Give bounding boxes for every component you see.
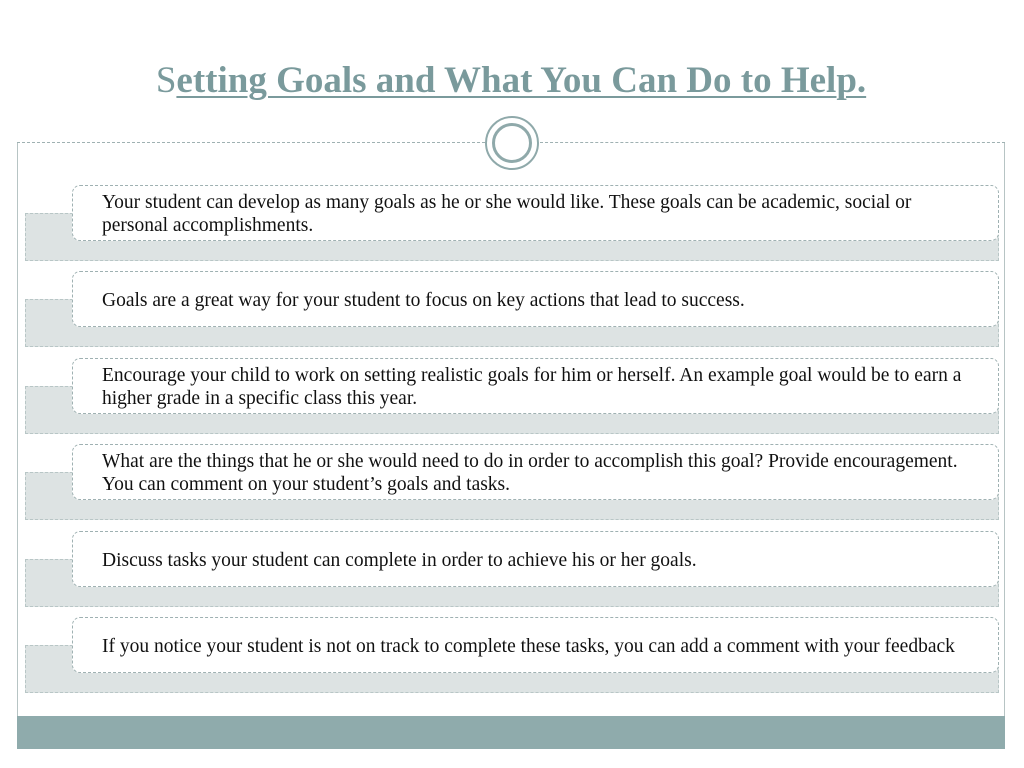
list-item-box [72, 531, 999, 587]
list-item-text: Goals are a great way for your student to focus on key actions that lead to success. [102, 289, 745, 311]
list-item-box [72, 617, 999, 673]
title-text: etting Goals and What You Can Do to Help. [176, 60, 867, 101]
title-first-letter: S [155, 60, 177, 101]
list-item-text: What are the things that he or she would need to do in order to accomplish this goal? Provide encouragement. You can comment on your student’s goals and tasks. [102, 451, 958, 495]
list-item-text: Your student can develop as many goals as he or she would like. These goals can be academic, social or personal accomplishments. [102, 192, 912, 236]
slide-title [17, 56, 1005, 106]
list-item-text: Encourage your child to work on setting realistic goals for him or herself. An example goal would be to earn a higher grade in a specific class this year. [102, 365, 962, 409]
circle-ornament-icon [485, 116, 539, 170]
list-item-text: If you notice your student is not on track to complete these tasks, you can add a comment with your feedback [102, 635, 955, 657]
list-item-text: Discuss tasks your student can complete in order to achieve his or her goals. [102, 549, 697, 571]
footer-bar [17, 716, 1005, 749]
list-item-box [72, 271, 999, 327]
header-divider-right [540, 142, 1005, 143]
list-item-box [72, 444, 999, 500]
list-item-box [72, 185, 999, 241]
header-divider-left [17, 142, 485, 143]
list-item-box [72, 358, 999, 414]
